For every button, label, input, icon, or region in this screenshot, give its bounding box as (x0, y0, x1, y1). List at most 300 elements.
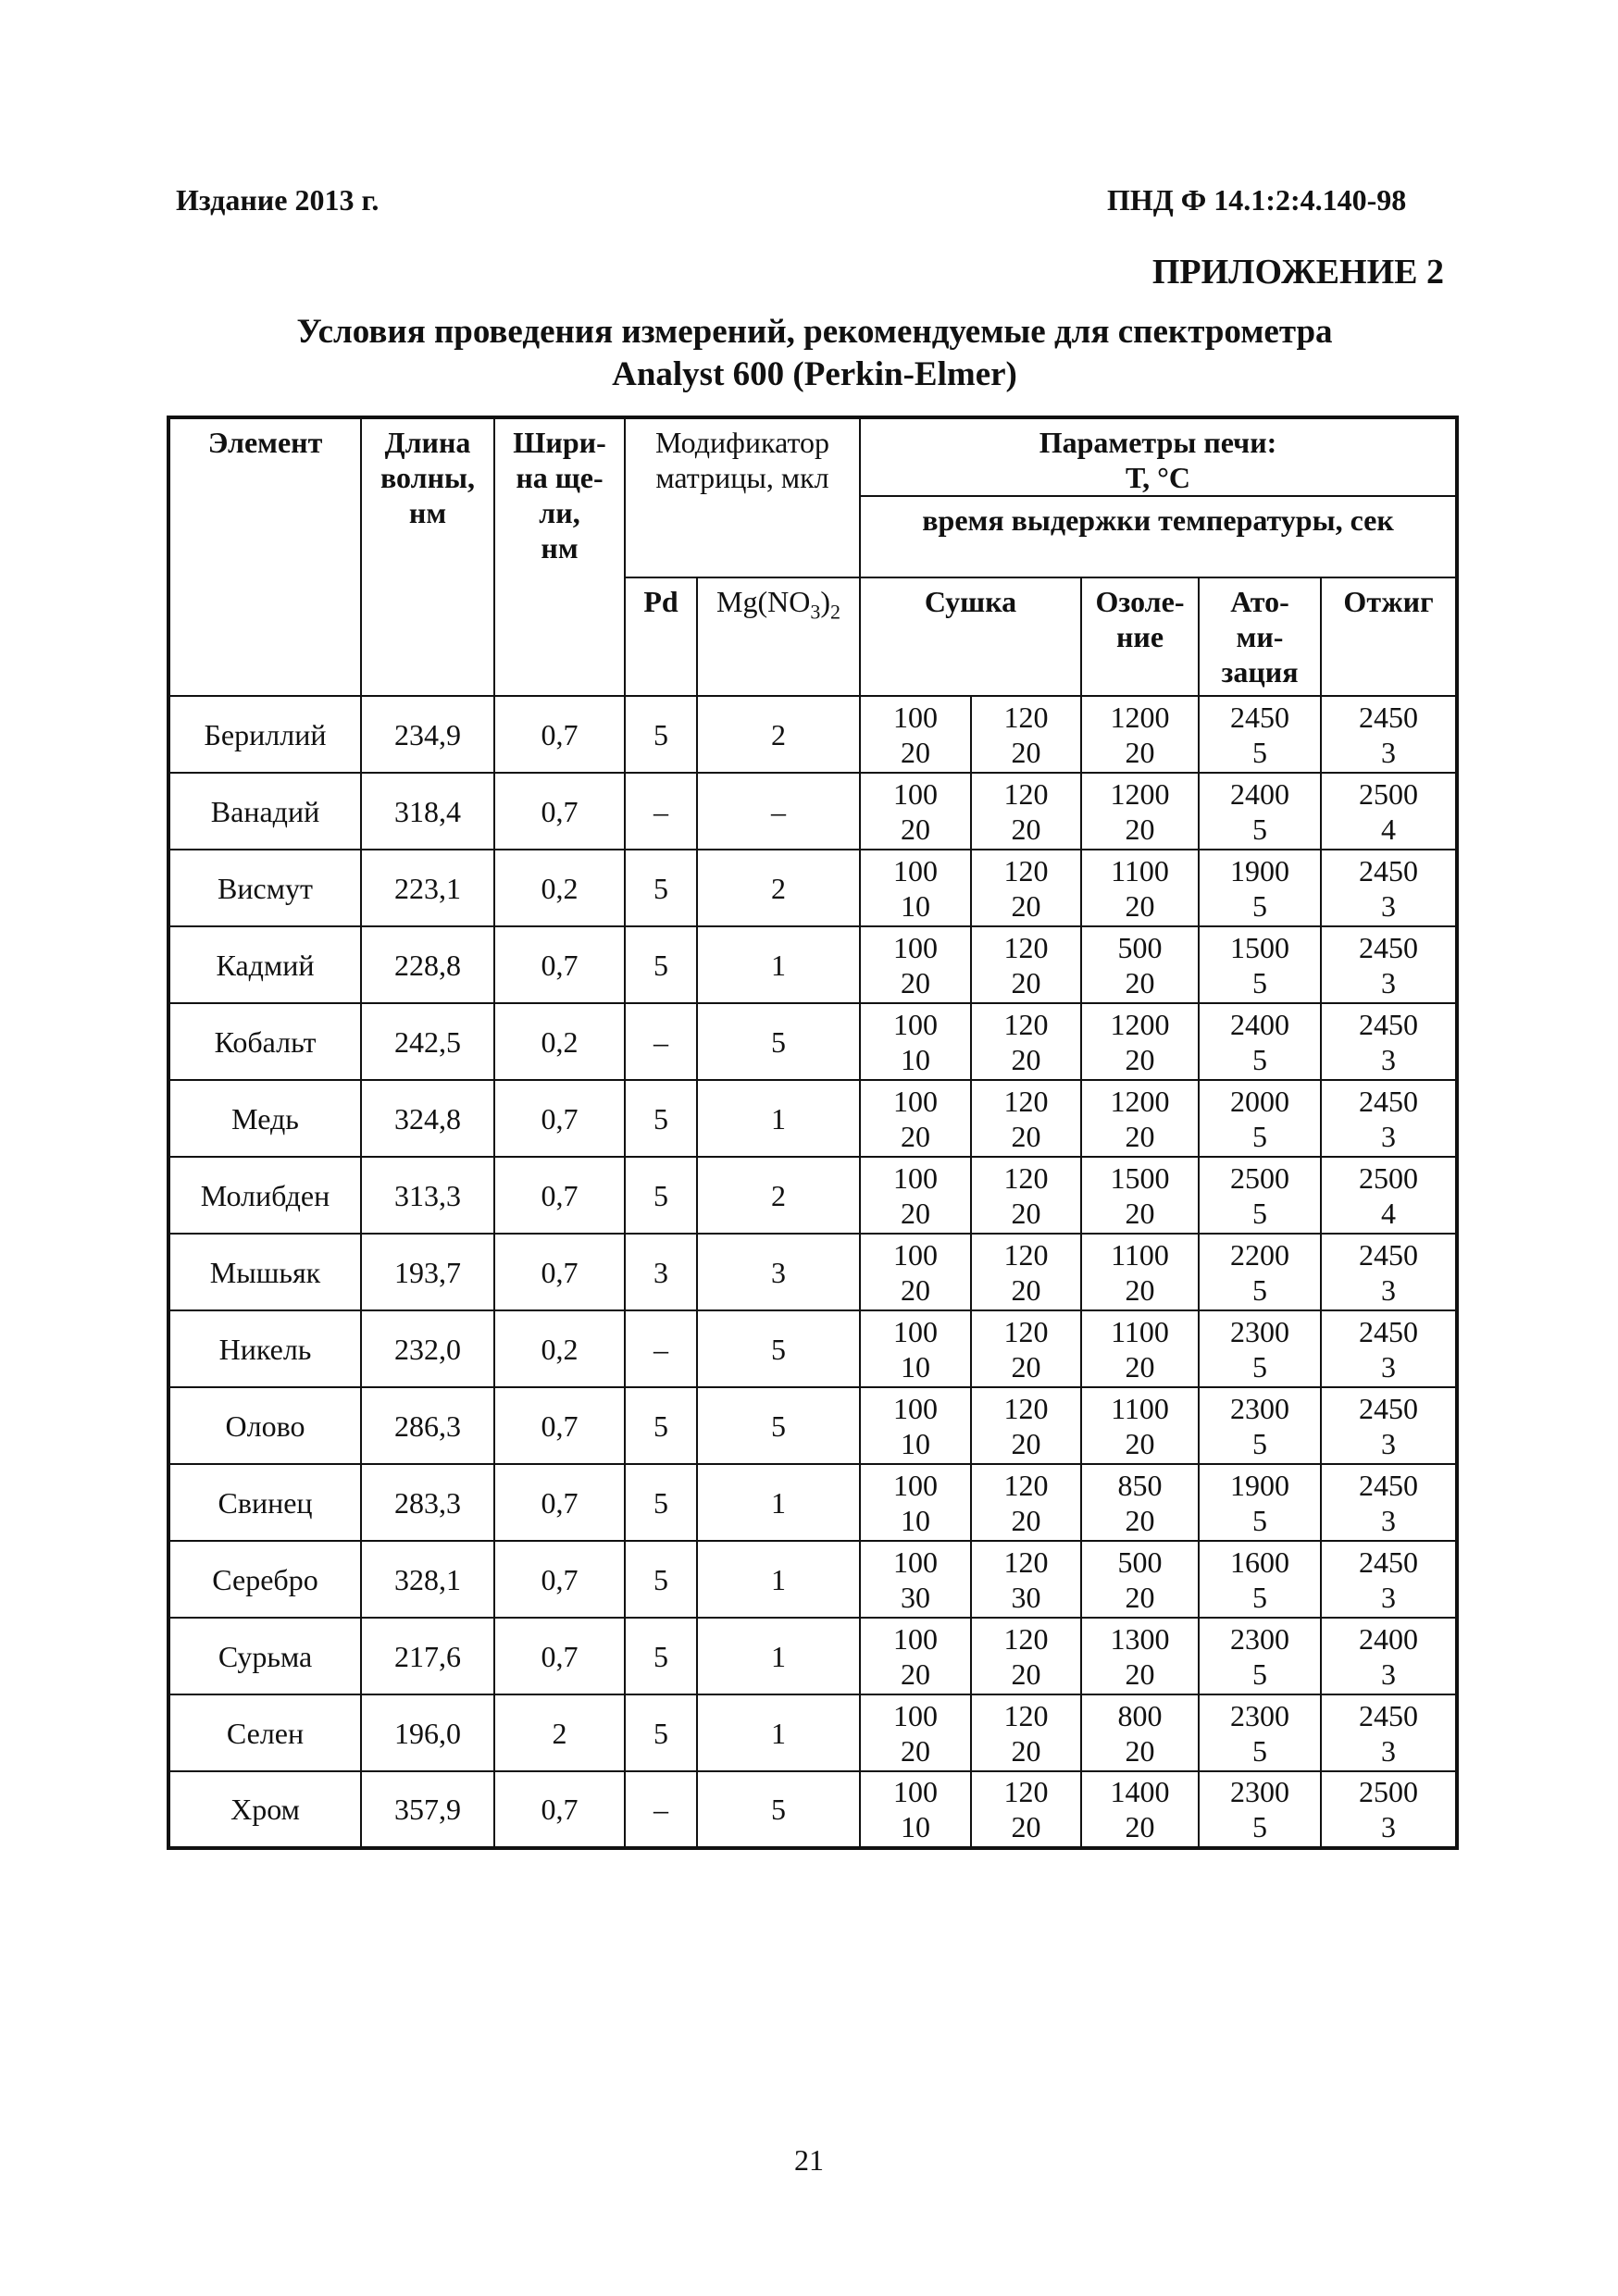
hold-time-value: 20 (1125, 1119, 1155, 1153)
hold-time-value: 10 (901, 1503, 930, 1537)
hold-time-value: 5 (1252, 1272, 1267, 1307)
hold-time-value: 20 (1125, 1042, 1155, 1076)
hold-time-value: 5 (1252, 1733, 1267, 1768)
cell-element: Кобальт (168, 1003, 361, 1080)
temperature-value: 2400 (1359, 1621, 1419, 1656)
table-row (168, 1080, 1457, 1157)
cell-mg-nitrate: – (697, 773, 860, 850)
header-mg-sub-2: 2 (829, 600, 840, 624)
cell-drying-stage-2 (971, 1387, 1081, 1464)
hold-time-value: 20 (1125, 812, 1155, 846)
cell-annealing (1321, 1234, 1457, 1310)
hold-time-value: 10 (901, 888, 930, 923)
cell-slit-width: 0,7 (494, 1618, 625, 1694)
hold-time-value: 3 (1381, 888, 1397, 923)
cell-atomization (1199, 1003, 1321, 1080)
cell-mg-nitrate: 3 (697, 1234, 860, 1310)
hold-time-value: 5 (1252, 1503, 1267, 1537)
cell-pd: 5 (625, 1694, 697, 1771)
hold-time-value: 20 (901, 735, 930, 769)
hold-time-value: 5 (1252, 735, 1267, 769)
cell-mg-nitrate: 5 (697, 1387, 860, 1464)
cell-slit-width: 0,7 (494, 1541, 625, 1618)
hold-time-value: 5 (1252, 1657, 1267, 1691)
header-mg-prefix: Mg(NO (716, 585, 811, 618)
cell-atomization (1199, 1387, 1321, 1464)
temperature-value: 800 (1117, 1698, 1163, 1732)
temperature-value: 120 (1003, 700, 1049, 734)
temperature-value: 2300 (1230, 1775, 1289, 1808)
hold-time-value: 20 (901, 812, 930, 846)
cell-mg-nitrate: 1 (697, 1541, 860, 1618)
temperature-value: 100 (893, 1545, 938, 1579)
cell-pd: 5 (625, 1541, 697, 1618)
cell-wavelength: 328,1 (361, 1541, 494, 1618)
header-pd: Pd (625, 577, 697, 696)
temperature-value: 120 (1003, 1621, 1049, 1656)
hold-time-value: 20 (1011, 1119, 1041, 1153)
cell-drying-stage-2 (971, 1694, 1081, 1771)
cell-atomization (1199, 696, 1321, 773)
cell-wavelength: 313,3 (361, 1157, 494, 1234)
hold-time-value: 20 (1011, 1503, 1041, 1537)
hold-time-value: 5 (1252, 1119, 1267, 1153)
cell-atomization (1199, 850, 1321, 926)
cell-drying-stage-2 (971, 773, 1081, 850)
cell-mg-nitrate: 5 (697, 1003, 860, 1080)
hold-time-value: 4 (1381, 812, 1397, 846)
cell-pd: – (625, 1003, 697, 1080)
cell-atomization (1199, 1541, 1321, 1618)
header-mg-nitrate (697, 577, 860, 696)
cell-drying-stage-2 (971, 1080, 1081, 1157)
cell-element: Серебро (168, 1541, 361, 1618)
cell-pd: 5 (625, 1387, 697, 1464)
cell-annealing (1321, 1387, 1457, 1464)
table-row (168, 850, 1457, 926)
temperature-value: 120 (1003, 853, 1049, 887)
hold-time-value: 20 (901, 1657, 930, 1691)
cell-drying-stage-1 (860, 1541, 971, 1618)
hold-time-value: 3 (1381, 1119, 1397, 1153)
hold-time-value: 3 (1381, 1810, 1397, 1843)
hold-time-value: 20 (1011, 812, 1041, 846)
temperature-value: 120 (1003, 1237, 1049, 1272)
temperature-value: 500 (1117, 930, 1163, 964)
cell-ashing (1081, 773, 1199, 850)
cell-ashing (1081, 850, 1199, 926)
temperature-value: 120 (1003, 1775, 1049, 1808)
cell-drying-stage-2 (971, 1771, 1081, 1848)
cell-pd: 5 (625, 1464, 697, 1541)
table-row (168, 1310, 1457, 1387)
cell-slit-width: 0,7 (494, 1464, 625, 1541)
hold-time-value: 5 (1252, 1580, 1267, 1614)
temperature-value: 1900 (1230, 1468, 1289, 1502)
hold-time-value: 20 (1125, 965, 1155, 999)
cell-drying-stage-1 (860, 1003, 971, 1080)
table-row (168, 1694, 1457, 1771)
temperature-value: 100 (893, 1160, 938, 1195)
cell-drying-stage-1 (860, 1694, 971, 1771)
cell-drying-stage-2 (971, 926, 1081, 1003)
cell-atomization (1199, 773, 1321, 850)
cell-slit-width: 0,7 (494, 1387, 625, 1464)
document-code: ПНД Ф 14.1:2:4.140-98 (1107, 183, 1407, 217)
hold-time-value: 10 (901, 1426, 930, 1460)
temperature-value: 120 (1003, 1007, 1049, 1041)
temperature-value: 100 (893, 1237, 938, 1272)
cell-drying-stage-1 (860, 773, 971, 850)
table-row (168, 1234, 1457, 1310)
table-row (168, 1618, 1457, 1694)
cell-annealing (1321, 1771, 1457, 1848)
cell-drying-stage-1 (860, 1310, 971, 1387)
header-drying: Сушка (860, 577, 1081, 696)
cell-element: Ванадий (168, 773, 361, 850)
temperature-value: 2450 (1359, 1084, 1419, 1118)
cell-ashing (1081, 1234, 1199, 1310)
cell-wavelength: 286,3 (361, 1387, 494, 1464)
hold-time-value: 20 (1011, 1196, 1041, 1230)
cell-slit-width: 0,2 (494, 850, 625, 926)
cell-mg-nitrate: 1 (697, 1694, 860, 1771)
cell-element: Молибден (168, 1157, 361, 1234)
temperature-value: 2500 (1359, 776, 1419, 811)
cell-drying-stage-2 (971, 1003, 1081, 1080)
hold-time-value: 10 (901, 1349, 930, 1384)
temperature-value: 100 (893, 700, 938, 734)
cell-drying-stage-1 (860, 1387, 971, 1464)
cell-ashing (1081, 1694, 1199, 1771)
hold-time-value: 4 (1381, 1196, 1397, 1230)
cell-mg-nitrate: 1 (697, 1618, 860, 1694)
temperature-value: 120 (1003, 776, 1049, 811)
temperature-value: 100 (893, 776, 938, 811)
cell-annealing (1321, 850, 1457, 926)
temperature-value: 2450 (1359, 1698, 1419, 1732)
hold-time-value: 20 (1125, 888, 1155, 923)
hold-time-value: 30 (1011, 1580, 1041, 1614)
hold-time-value: 10 (901, 1810, 930, 1843)
cell-drying-stage-2 (971, 1157, 1081, 1234)
temperature-value: 2400 (1230, 776, 1289, 811)
hold-time-value: 20 (1011, 1426, 1041, 1460)
cell-pd: 3 (625, 1234, 697, 1310)
hold-time-value: 3 (1381, 1272, 1397, 1307)
hold-time-value: 20 (901, 1119, 930, 1153)
cell-drying-stage-1 (860, 1464, 971, 1541)
temperature-value: 1400 (1110, 1775, 1170, 1808)
cell-ashing (1081, 1387, 1199, 1464)
temperature-value: 120 (1003, 1698, 1049, 1732)
cell-ashing (1081, 1080, 1199, 1157)
temperature-value: 100 (893, 1698, 938, 1732)
temperature-value: 1200 (1110, 776, 1170, 811)
temperature-value: 850 (1117, 1468, 1163, 1502)
temperature-value: 2450 (1359, 930, 1419, 964)
temperature-value: 2300 (1230, 1698, 1289, 1732)
temperature-value: 2400 (1230, 1007, 1289, 1041)
hold-time-value: 3 (1381, 1426, 1397, 1460)
temperature-value: 2300 (1230, 1314, 1289, 1348)
cell-drying-stage-1 (860, 696, 971, 773)
cell-atomization (1199, 1771, 1321, 1848)
table-row (168, 926, 1457, 1003)
cell-ashing (1081, 926, 1199, 1003)
temperature-value: 120 (1003, 1084, 1049, 1118)
cell-slit-width: 0,7 (494, 1234, 625, 1310)
table-row (168, 1387, 1457, 1464)
temperature-value: 1500 (1230, 930, 1289, 964)
temperature-value: 1100 (1111, 1314, 1169, 1348)
table-row (168, 773, 1457, 850)
cell-mg-nitrate: 5 (697, 1771, 860, 1848)
cell-drying-stage-1 (860, 1157, 971, 1234)
cell-element: Медь (168, 1080, 361, 1157)
cell-pd: 5 (625, 850, 697, 926)
table-row (168, 1771, 1457, 1848)
cell-pd: – (625, 1771, 697, 1848)
temperature-value: 120 (1003, 1391, 1049, 1425)
hold-time-value: 5 (1252, 1426, 1267, 1460)
appendix-title: ПРИЛОЖЕНИЕ 2 (1151, 253, 1444, 292)
hold-time-value: 30 (901, 1580, 930, 1614)
hold-time-value: 3 (1381, 1042, 1397, 1076)
cell-atomization (1199, 1694, 1321, 1771)
temperature-value: 2450 (1359, 1314, 1419, 1348)
hold-time-value: 20 (1125, 735, 1155, 769)
cell-ashing (1081, 696, 1199, 773)
temperature-value: 1100 (1111, 1237, 1169, 1272)
hold-time-value: 20 (1011, 965, 1041, 999)
cell-ashing (1081, 1003, 1199, 1080)
temperature-value: 1200 (1110, 1007, 1170, 1041)
cell-annealing (1321, 926, 1457, 1003)
cell-pd: 5 (625, 1618, 697, 1694)
cell-ashing (1081, 1157, 1199, 1234)
hold-time-value: 20 (1125, 1196, 1155, 1230)
hold-time-value: 20 (901, 1272, 930, 1307)
hold-time-value: 3 (1381, 1657, 1397, 1691)
header-atomization: Ато- ми- зация (1199, 577, 1321, 696)
page-number: 21 (794, 2143, 824, 2177)
header-furnace-parameters: Параметры печи: Т, °С (860, 417, 1457, 496)
cell-element: Висмут (168, 850, 361, 926)
temperature-value: 1300 (1110, 1621, 1170, 1656)
cell-annealing (1321, 1541, 1457, 1618)
cell-mg-nitrate: 2 (697, 696, 860, 773)
hold-time-value: 3 (1381, 1580, 1397, 1614)
hold-time-value: 5 (1252, 1349, 1267, 1384)
cell-drying-stage-2 (971, 1234, 1081, 1310)
hold-time-value: 5 (1252, 812, 1267, 846)
hold-time-value: 20 (1125, 1272, 1155, 1307)
cell-drying-stage-2 (971, 696, 1081, 773)
cell-annealing (1321, 1003, 1457, 1080)
temperature-value: 2500 (1359, 1160, 1419, 1195)
header-element: Элемент (168, 417, 361, 696)
temperature-value: 100 (893, 853, 938, 887)
temperature-value: 2000 (1230, 1084, 1289, 1118)
hold-time-value: 3 (1381, 1503, 1397, 1537)
cell-annealing (1321, 1157, 1457, 1234)
cell-mg-nitrate: 1 (697, 1080, 860, 1157)
temperature-value: 2450 (1230, 700, 1289, 734)
temperature-value: 2450 (1359, 1391, 1419, 1425)
hold-time-value: 20 (1011, 1657, 1041, 1691)
cell-annealing (1321, 1694, 1457, 1771)
hold-time-value: 3 (1381, 1733, 1397, 1768)
temperature-value: 1200 (1110, 700, 1170, 734)
temperature-value: 100 (893, 1314, 938, 1348)
hold-time-value: 20 (1125, 1426, 1155, 1460)
cell-wavelength: 196,0 (361, 1694, 494, 1771)
hold-time-value: 5 (1252, 888, 1267, 923)
hold-time-value: 3 (1381, 1349, 1397, 1384)
temperature-value: 1500 (1110, 1160, 1170, 1195)
cell-element: Мышьяк (168, 1234, 361, 1310)
cell-drying-stage-1 (860, 850, 971, 926)
cell-slit-width: 0,2 (494, 1310, 625, 1387)
cell-wavelength: 223,1 (361, 850, 494, 926)
cell-ashing (1081, 1771, 1199, 1848)
temperature-value: 2450 (1359, 1237, 1419, 1272)
hold-time-value: 20 (1011, 1810, 1041, 1843)
table-row (168, 1157, 1457, 1234)
cell-pd: 5 (625, 1157, 697, 1234)
table-title (167, 311, 1462, 396)
hold-time-value: 20 (1011, 888, 1041, 923)
hold-time-value: 20 (1125, 1810, 1155, 1843)
temperature-value: 1100 (1111, 1391, 1169, 1425)
header-mg-sub-3: 3 (810, 600, 821, 624)
cell-drying-stage-2 (971, 1310, 1081, 1387)
cell-slit-width: 0,7 (494, 773, 625, 850)
header-hold-time: время выдержки температуры, сек (860, 496, 1457, 577)
cell-wavelength: 193,7 (361, 1234, 494, 1310)
cell-ashing (1081, 1464, 1199, 1541)
hold-time-value: 20 (1125, 1349, 1155, 1384)
temperature-value: 2500 (1359, 1775, 1419, 1808)
temperature-value: 500 (1117, 1545, 1163, 1579)
cell-atomization (1199, 1234, 1321, 1310)
temperature-value: 100 (893, 1007, 938, 1041)
cell-mg-nitrate: 2 (697, 850, 860, 926)
hold-time-value: 20 (1011, 1272, 1041, 1307)
table-row (168, 696, 1457, 773)
cell-slit-width: 0,7 (494, 926, 625, 1003)
table-title-line-1: Условия проведения измерений, рекомендуемые для спектрометра (296, 313, 1333, 351)
cell-slit-width: 0,7 (494, 1080, 625, 1157)
cell-pd: 5 (625, 696, 697, 773)
temperature-value: 1200 (1110, 1084, 1170, 1118)
cell-ashing (1081, 1310, 1199, 1387)
header-slit-width: Шири- на ще- ли, нм (494, 417, 625, 696)
header-matrix-modifier: Модификатор матрицы, мкл (625, 417, 860, 577)
temperature-value: 100 (893, 1084, 938, 1118)
cell-pd: – (625, 1310, 697, 1387)
cell-wavelength: 357,9 (361, 1771, 494, 1848)
cell-element: Хром (168, 1771, 361, 1848)
hold-time-value: 5 (1252, 1042, 1267, 1076)
cell-drying-stage-2 (971, 1618, 1081, 1694)
table-title-line-2: Analyst 600 (Perkin-Elmer) (612, 355, 1017, 393)
temperature-value: 120 (1003, 1160, 1049, 1195)
edition-label: Издание 2013 г. (176, 183, 380, 217)
temperature-value: 2450 (1359, 1468, 1419, 1502)
cell-element: Олово (168, 1387, 361, 1464)
measurement-conditions-table (167, 416, 1459, 1850)
cell-pd: 5 (625, 926, 697, 1003)
temperature-value: 1600 (1230, 1545, 1289, 1579)
hold-time-value: 20 (1125, 1503, 1155, 1537)
cell-drying-stage-1 (860, 1618, 971, 1694)
cell-wavelength: 228,8 (361, 926, 494, 1003)
header-annealing: Отжиг (1321, 577, 1457, 696)
cell-element: Сурьма (168, 1618, 361, 1694)
hold-time-value: 20 (1125, 1657, 1155, 1691)
cell-slit-width: 0,7 (494, 1157, 625, 1234)
temperature-value: 100 (893, 1468, 938, 1502)
hold-time-value: 20 (1125, 1580, 1155, 1614)
temperature-value: 2300 (1230, 1391, 1289, 1425)
cell-ashing (1081, 1541, 1199, 1618)
temperature-value: 1100 (1111, 853, 1169, 887)
cell-wavelength: 217,6 (361, 1618, 494, 1694)
cell-atomization (1199, 1464, 1321, 1541)
hold-time-value: 3 (1381, 735, 1397, 769)
table-row (168, 1541, 1457, 1618)
table-row (168, 1003, 1457, 1080)
hold-time-value: 20 (1011, 1349, 1041, 1384)
cell-atomization (1199, 1618, 1321, 1694)
hold-time-value: 5 (1252, 1196, 1267, 1230)
hold-time-value: 5 (1252, 1810, 1267, 1843)
temperature-value: 2450 (1359, 1007, 1419, 1041)
hold-time-value: 3 (1381, 965, 1397, 999)
temperature-value: 120 (1003, 1545, 1049, 1579)
cell-drying-stage-1 (860, 1234, 971, 1310)
hold-time-value: 20 (1125, 1733, 1155, 1768)
cell-annealing (1321, 1080, 1457, 1157)
header-ashing: Озоле- ние (1081, 577, 1199, 696)
cell-drying-stage-1 (860, 1080, 971, 1157)
cell-atomization (1199, 1157, 1321, 1234)
temperature-value: 120 (1003, 1314, 1049, 1348)
hold-time-value: 20 (1011, 1042, 1041, 1076)
cell-element: Свинец (168, 1464, 361, 1541)
cell-annealing (1321, 773, 1457, 850)
temperature-value: 100 (893, 1621, 938, 1656)
hold-time-value: 10 (901, 1042, 930, 1076)
cell-element: Никель (168, 1310, 361, 1387)
cell-annealing (1321, 1618, 1457, 1694)
cell-mg-nitrate: 5 (697, 1310, 860, 1387)
cell-annealing (1321, 1310, 1457, 1387)
temperature-value: 2300 (1230, 1621, 1289, 1656)
hold-time-value: 20 (1011, 735, 1041, 769)
cell-drying-stage-1 (860, 1771, 971, 1848)
cell-mg-nitrate: 2 (697, 1157, 860, 1234)
hold-time-value: 20 (1011, 1733, 1041, 1768)
cell-mg-nitrate: 1 (697, 926, 860, 1003)
cell-atomization (1199, 926, 1321, 1003)
cell-element: Кадмий (168, 926, 361, 1003)
cell-mg-nitrate: 1 (697, 1464, 860, 1541)
hold-time-value: 5 (1252, 965, 1267, 999)
temperature-value: 120 (1003, 930, 1049, 964)
